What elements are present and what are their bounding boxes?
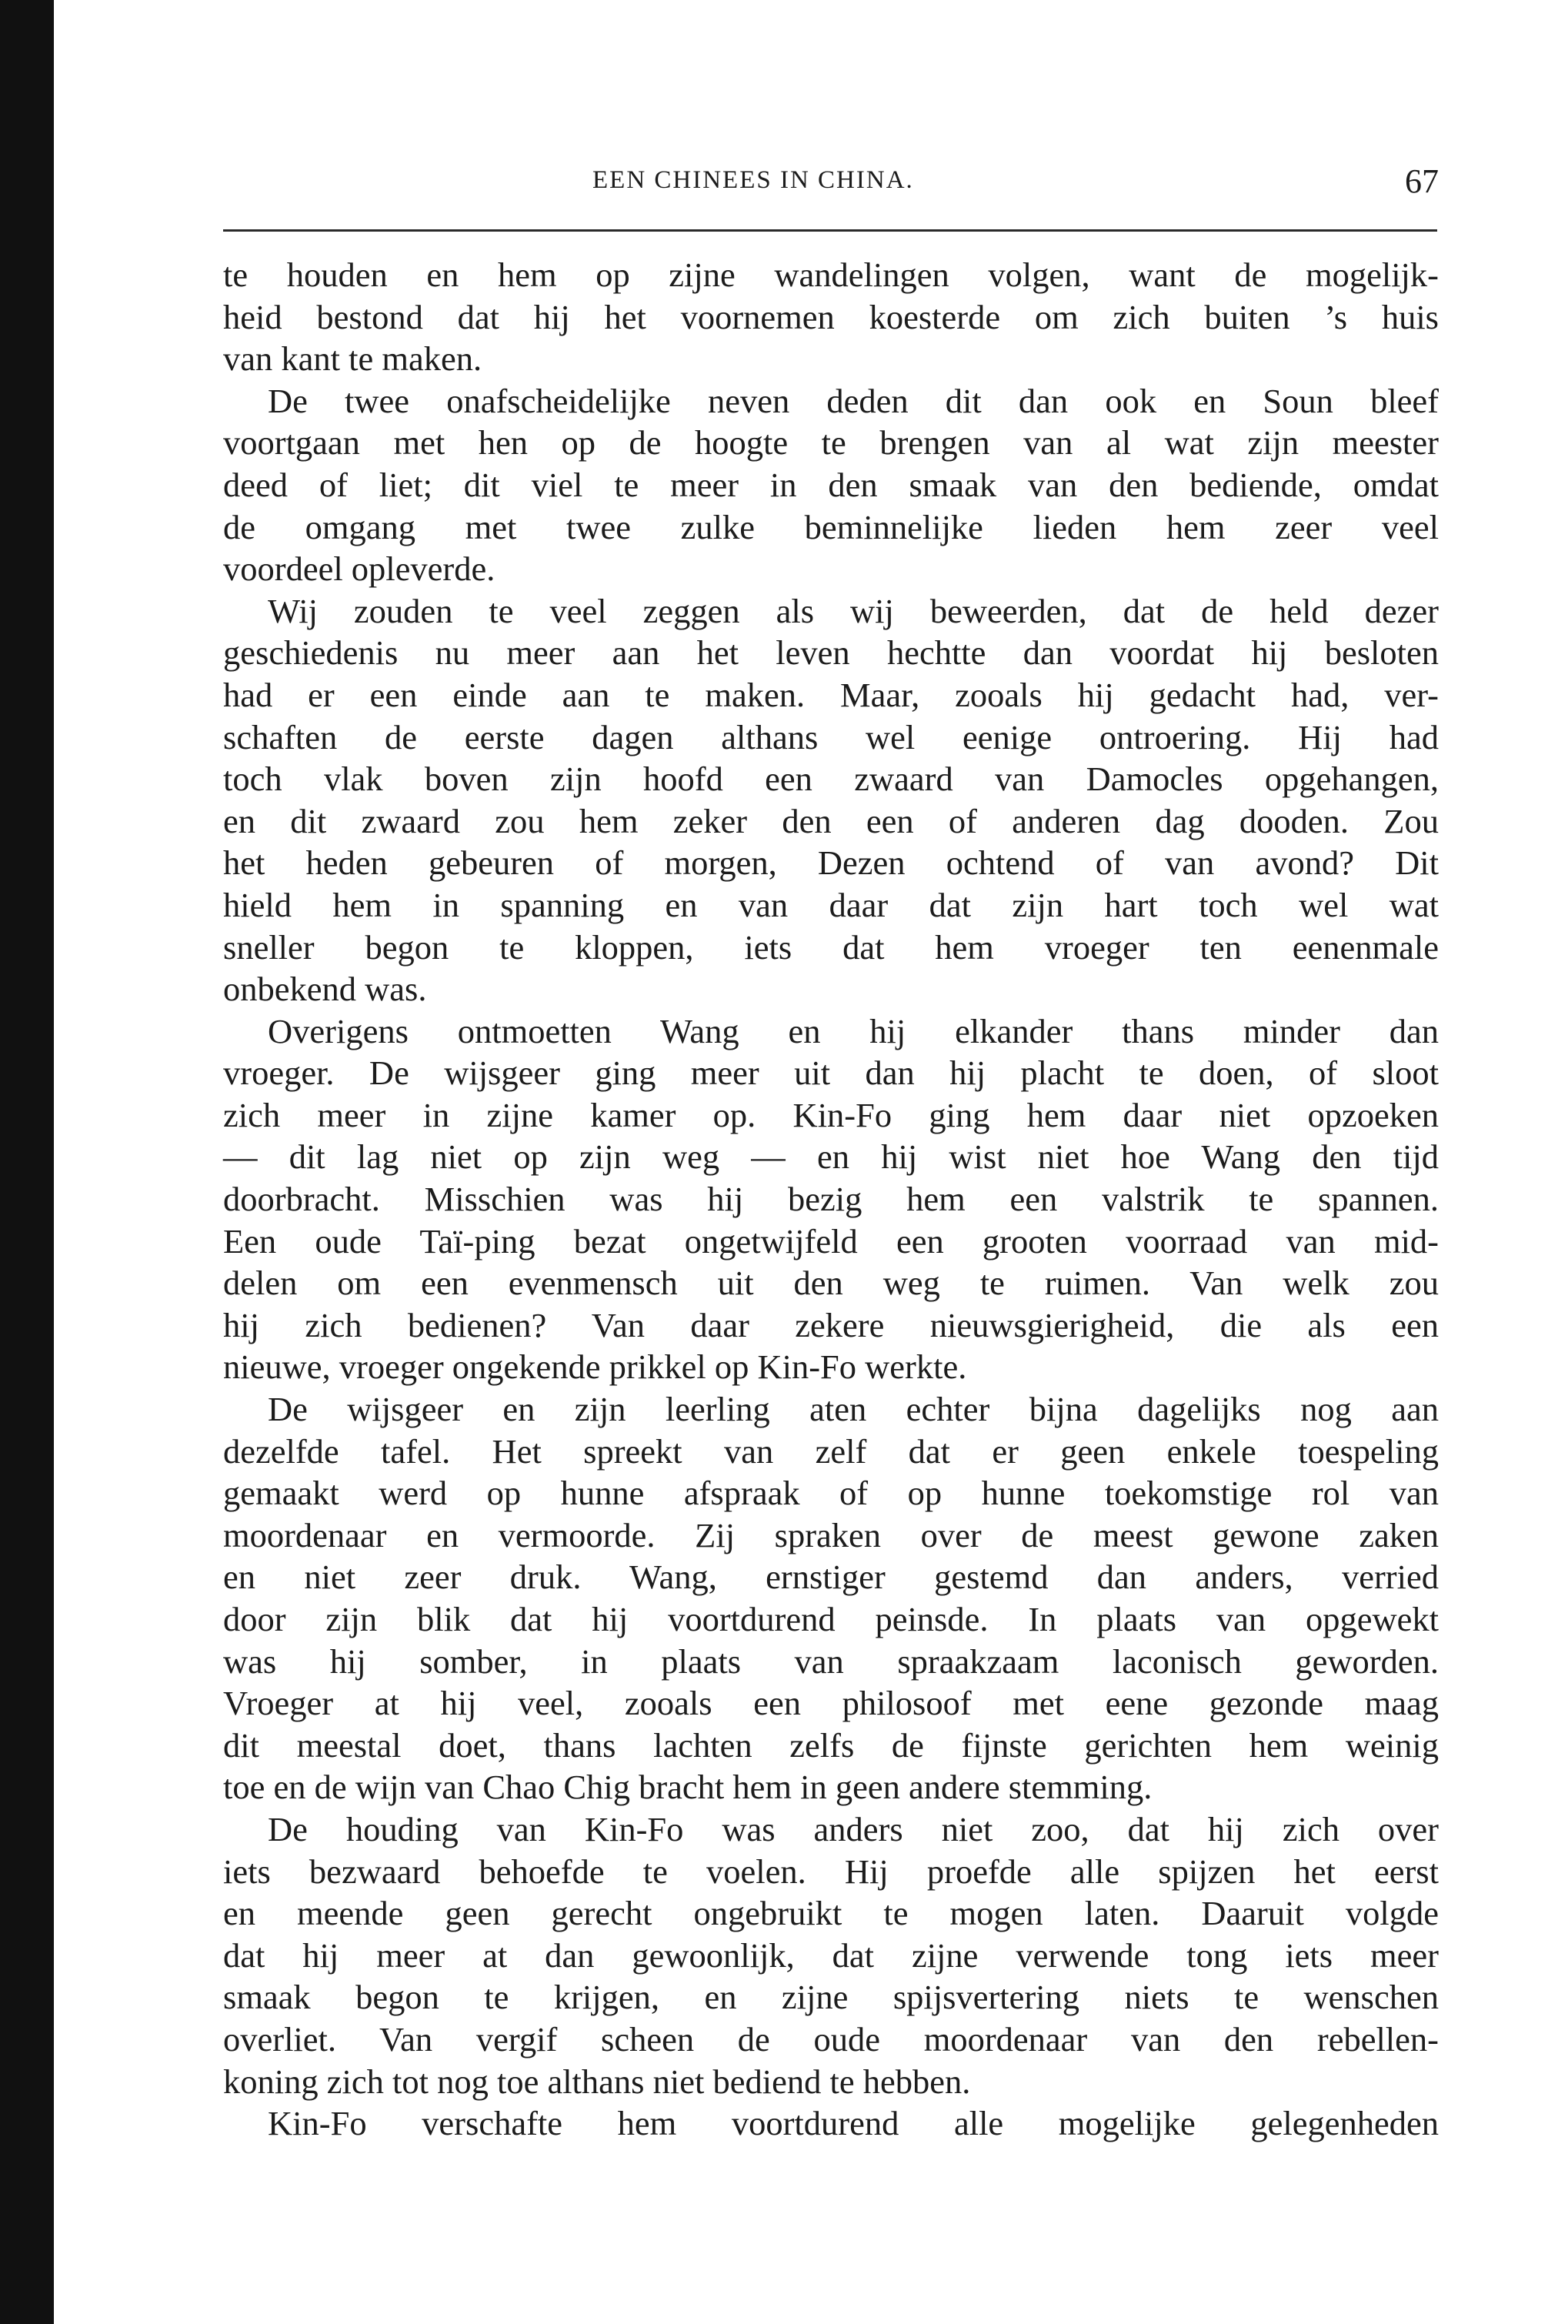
text-line: van kant te maken.: [223, 339, 482, 379]
text-line: hij zich bedienen? Van daar zekere nieuwsgierigheid, die als een: [223, 1305, 1439, 1344]
text-line: doorbracht. Misschien was hij bezig hem een valstrik te spannen.: [223, 1180, 1439, 1219]
text-line: sneller begon te kloppen, iets dat hem vroeger ten eenenmale: [223, 927, 1439, 967]
running-title: EEN CHINEES IN CHINA.: [592, 166, 914, 194]
book-spine-edge: [0, 0, 54, 2324]
text-line: en niet zeer druk. Wang, ernstiger gestemd dan anders, verried: [223, 1558, 1439, 1597]
text-line: heid bestond dat hij het voornemen koesterde om zich buiten ’s huis: [223, 297, 1439, 336]
text-line: geschiedenis nu meer aan het leven hechtte dan voordat hij besloten: [223, 633, 1439, 673]
text-line: smaak begon te krijgen, en zijne spijsvertering niets te wenschen: [223, 1978, 1439, 2017]
text-line: nieuwe, vroeger ongekende prikkel op Kin-Fo werkte.: [223, 1347, 967, 1387]
text-line: deed of liet; dit viel te meer in den smaak van den bediende, omdat: [223, 465, 1439, 504]
text-line: had er een einde aan te maken. Maar, zooals hij gedacht had, ver-: [223, 675, 1439, 714]
text-line: Kin-Fo verschafte hem voortdurend alle mogelijke gelegenheden: [268, 2104, 1439, 2143]
text-line: hield hem in spanning en van daar dat zijn hart toch wel wat: [223, 885, 1439, 924]
page-number: 67: [1405, 162, 1439, 200]
text-line: gemaakt werd op hunne afspraak of op hunne toekomstige rol van: [223, 1474, 1439, 1513]
text-line: door zijn blik dat hij voortdurend peinsde. In plaats van opgewekt: [223, 1600, 1439, 1638]
text-line: De twee onafscheidelijke neven deden dit dan ook en Soun bleef: [268, 381, 1439, 420]
body-text: [223, 254, 1439, 2145]
text-line: toe en de wijn van Chao Chig bracht hem in geen andere stemming.: [223, 1768, 1153, 1807]
text-line: toch vlak boven zijn hoofd een zwaard van Damocles opgehangen,: [223, 760, 1439, 799]
text-line: Overigens ontmoetten Wang en hij elkander thans minder dan: [268, 1011, 1439, 1050]
page-header: [223, 162, 1439, 208]
text-line: voortgaan met hen op de hoogte te brengen van al wat zijn meester: [223, 423, 1439, 462]
text-line: te houden en hem op zijne wandelingen volgen, want de mogelijk-: [223, 255, 1439, 294]
text-line: was hij somber, in plaats van spraakzaam laconisch geworden.: [223, 1641, 1439, 1681]
text-line: Wij zouden te veel zeggen als wij beweerden, dat de held dezer: [268, 591, 1439, 630]
text-line: dezelfde tafel. Het spreekt van zelf dat er geen enkele toespeling: [223, 1431, 1439, 1471]
text-line: dat hij meer at dan gewoonlijk, dat zijne verwende tong iets meer: [223, 1935, 1439, 1975]
text-line: het heden gebeuren of morgen, Dezen ochtend of van avond? Dit: [223, 843, 1439, 883]
text-line: de omgang met twee zulke beminnelijke lieden hem zeer veel: [223, 507, 1439, 546]
text-line: Vroeger at hij veel, zooals een philosoof met eene gezonde maag: [223, 1684, 1439, 1723]
text-line: — dit lag niet op zijn weg — en hij wist niet hoe Wang den tijd: [223, 1137, 1439, 1177]
text-line: schaften de eerste dagen althans wel eenige ontroering. Hij had: [223, 717, 1439, 756]
text-line: zich meer in zijne kamer op. Kin-Fo ging hem daar niet opzoeken: [223, 1095, 1439, 1134]
text-line: moordenaar en vermoorde. Zij spraken over de meest gewone zaken: [223, 1515, 1439, 1554]
text-line: iets bezwaard behoefde te voelen. Hij proefde alle spijzen het eerst: [223, 1852, 1439, 1891]
text-line: vroeger. De wijsgeer ging meer uit dan hij placht te doen, of sloot: [223, 1053, 1439, 1093]
text-line: dit meestal doet, thans lachten zelfs de fijnste gerichten hem weinig: [223, 1725, 1439, 1765]
text-line: en dit zwaard zou hem zeker den een of anderen dag dooden. Zou: [223, 801, 1439, 840]
text-line: overliet. Van vergif scheen de oude moordenaar van den rebellen-: [223, 2019, 1439, 2059]
text-line: koning zich tot nog toe althans niet bediend te hebben.: [223, 2062, 971, 2101]
text-line: Een oude Taï-ping bezat ongetwijfeld een grooten voorraad van mid-: [223, 1221, 1439, 1261]
text-line: De houding van Kin-Fo was anders niet zoo, dat hij zich over: [268, 1809, 1439, 1848]
text-line: en meende geen gerecht ongebruikt te mogen laten. Daaruit volgde: [223, 1894, 1439, 1933]
text-line: onbekend was.: [223, 970, 427, 1009]
header-rule: [223, 229, 1437, 232]
text-line: delen om een evenmensch uit den weg te ruimen. Van welk zou: [223, 1264, 1439, 1303]
text-line: voordeel opleverde.: [223, 549, 495, 589]
text-line: De wijsgeer en zijn leerling aten echter bijna dagelijks nog aan: [268, 1390, 1439, 1429]
